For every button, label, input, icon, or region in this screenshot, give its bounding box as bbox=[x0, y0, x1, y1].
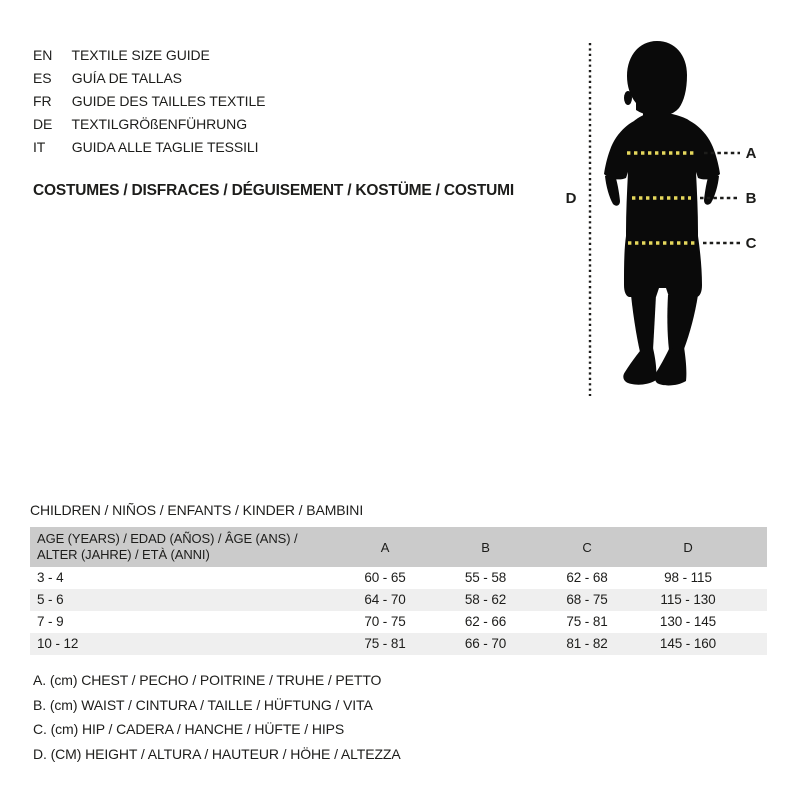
column-header-d: D bbox=[638, 527, 738, 567]
figure-label-a: A bbox=[745, 145, 757, 162]
silhouette-head bbox=[627, 41, 687, 115]
spacer-cell bbox=[738, 633, 767, 655]
figure-label-c: C bbox=[745, 235, 757, 252]
age-cell: 5 - 6 bbox=[30, 589, 335, 611]
chest-cell: 70 - 75 bbox=[364, 614, 406, 629]
chest-cell: 75 - 81 bbox=[335, 633, 435, 655]
column-header-c: C bbox=[536, 527, 638, 567]
column-header-b: B bbox=[435, 527, 536, 567]
language-code: EN bbox=[33, 47, 53, 63]
language-code: ES bbox=[33, 70, 52, 86]
children-section-title: CHILDREN / NIÑOS / ENFANTS / KINDER / BAMBINI bbox=[30, 502, 364, 518]
size-row-7-9 bbox=[30, 611, 767, 633]
legend-item-waist: B. (cm) WAIST / CINTURA / TAILLE / HÜFTUNG / VITA bbox=[33, 696, 373, 713]
guide-title: TEXTILE SIZE GUIDE bbox=[71, 47, 210, 63]
age-header-line2: ALTER (JAHRE) / ETÀ (ANNI) bbox=[37, 547, 210, 562]
hip-cell: 68 - 75 bbox=[536, 589, 638, 611]
language-row-en bbox=[33, 44, 265, 67]
column-header-spacer bbox=[738, 527, 767, 567]
spacer-cell bbox=[738, 589, 767, 611]
legend-item-chest: A. (cm) CHEST / PECHO / POITRINE / TRUHE / PETTO bbox=[33, 672, 382, 688]
child-measurement-figure bbox=[550, 20, 780, 420]
table-header-row bbox=[30, 527, 767, 567]
guide-title: GUIDE DES TAILLES TEXTILE bbox=[71, 93, 266, 109]
silhouette-right-shoe bbox=[655, 347, 687, 385]
language-row-de bbox=[33, 113, 265, 136]
height-cell: 115 - 130 bbox=[638, 589, 738, 611]
guide-title: GUÍA DE TALLAS bbox=[71, 70, 182, 86]
legend-item-height: D. (CM) HEIGHT / ALTURA / HAUTEUR / HÖHE / ALTEZZA bbox=[33, 745, 401, 762]
age-header-line1: AGE (YEARS) / EDAD (AÑOS) / ÂGE (ANS) / bbox=[37, 530, 298, 546]
height-cell: 130 - 145 bbox=[659, 614, 717, 629]
size-row-3-4 bbox=[30, 567, 767, 589]
silhouette-left-leg bbox=[631, 295, 656, 352]
language-row-es bbox=[33, 67, 265, 90]
guide-title: TEXTILGRÖßENFÜHRUNG bbox=[71, 116, 247, 132]
age-cell: 3 - 4 bbox=[37, 570, 64, 585]
silhouette-right-leg bbox=[667, 295, 698, 350]
category-heading: COSTUMES / DISFRACES / DÉGUISEMENT / KOSTÜME / COSTUMI bbox=[33, 182, 514, 199]
silhouette-shorts bbox=[624, 236, 702, 297]
waist-cell: 66 - 70 bbox=[435, 633, 536, 655]
height-cell: 98 - 115 bbox=[664, 570, 712, 585]
hip-cell: 75 - 81 bbox=[566, 614, 608, 629]
figure-label-d: D bbox=[565, 190, 577, 207]
language-code: IT bbox=[33, 139, 46, 155]
guide-title: GUIDA ALLE TAGLIE TESSILI bbox=[71, 139, 259, 155]
size-row-5-6 bbox=[30, 589, 767, 611]
silhouette-ear bbox=[624, 91, 632, 105]
age-column-header bbox=[30, 527, 335, 567]
waist-cell: 58 - 62 bbox=[435, 589, 536, 611]
size-row-10-12 bbox=[30, 633, 767, 655]
child-silhouette bbox=[604, 41, 720, 385]
measurement-legend bbox=[33, 668, 401, 766]
legend-item-hip: C. (cm) HIP / CADERA / HANCHE / HÜFTE / HIPS bbox=[33, 721, 345, 737]
language-code: FR bbox=[33, 93, 52, 109]
chest-cell: 64 - 70 bbox=[335, 589, 435, 611]
spacer-cell bbox=[738, 567, 767, 589]
hip-cell: 81 - 82 bbox=[536, 633, 638, 655]
age-cell: 7 - 9 bbox=[37, 614, 64, 629]
language-title-list bbox=[33, 44, 265, 159]
chest-cell: 60 - 65 bbox=[364, 570, 406, 585]
silhouette-shirt bbox=[604, 112, 720, 252]
figure-label-b: B bbox=[745, 190, 757, 207]
silhouette-left-hand bbox=[605, 175, 620, 206]
height-cell: 145 - 160 bbox=[638, 633, 738, 655]
waist-cell: 62 - 66 bbox=[464, 614, 507, 629]
age-cell: 10 - 12 bbox=[30, 633, 335, 655]
language-code: DE bbox=[33, 116, 53, 132]
hip-cell: 62 - 68 bbox=[566, 570, 608, 585]
language-row-fr bbox=[33, 90, 265, 113]
children-size-table bbox=[30, 527, 767, 655]
waist-cell: 55 - 58 bbox=[464, 570, 507, 585]
spacer-cell bbox=[738, 611, 767, 633]
silhouette-left-shoe bbox=[623, 348, 656, 385]
column-header-a: A bbox=[335, 527, 435, 567]
language-row-it bbox=[33, 136, 265, 159]
